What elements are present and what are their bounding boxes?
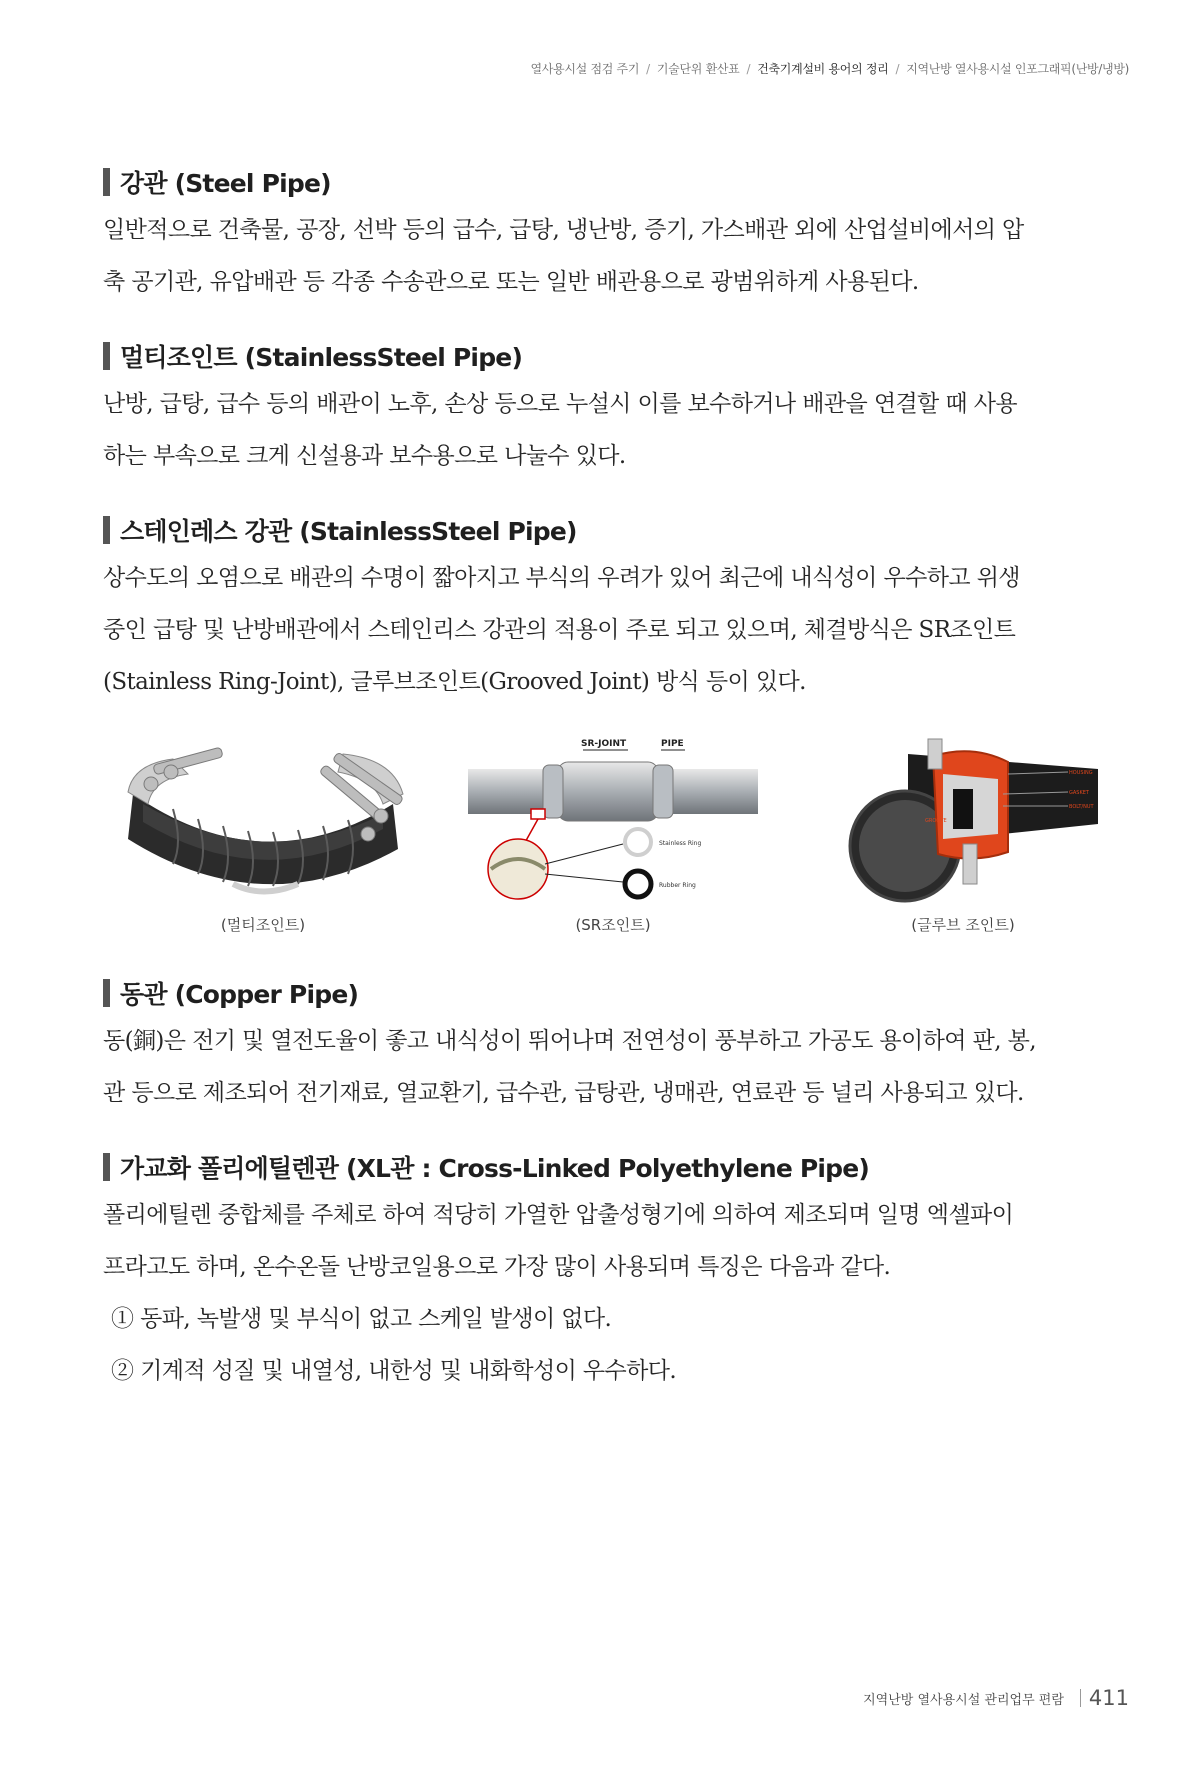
publication-title: 지역난방 열사용시설 관리업무 편람 [863,1692,1064,1708]
figure-groove-joint [803,734,1123,935]
footer-divider [1080,1689,1081,1707]
section-multi-joint [103,334,1138,482]
figure-row [103,734,1123,935]
section-stainless-pipe [103,508,1138,708]
list-item: ① 동파, 녹발생 및 부식이 없고 스케일 발생이 없다. [111,1306,612,1332]
paragraph-line: 관 등으로 제조되어 전기재료, 열교환기, 급수관, 급탕관, 냉매관, 연료관 등 널리 사용되고 있다. [103,1080,1024,1106]
section-heading [103,1145,1138,1189]
groove-joint-image [813,734,1113,904]
paragraph-line: 난방, 급탕, 급수 등의 배관이 노후, 손상 등으로 누설시 이를 보수하거나 배관을 연결할 때 사용 [103,391,1017,417]
breadcrumb-separator: / [746,62,751,76]
breadcrumb [530,60,1129,77]
paragraph-line: 일반적으로 건축물, 공장, 선박 등의 급수, 급탕, 냉난방, 증기, 가스배관 외에 산업설비에서의 압 [103,217,1024,243]
page-number: 411 [1088,1686,1129,1710]
figure-caption: (글루브 조인트) [911,916,1015,934]
heading-bar [103,1153,110,1181]
label-sr-joint: SR-JOINT [581,739,627,749]
section-heading [103,160,1138,204]
page-footer [863,1686,1129,1710]
heading-title: 동관 (Copper Pipe) [120,980,359,1009]
paragraph-line: 하는 부속으로 크게 신설용과 보수용으로 나눌수 있다. [103,443,626,469]
paragraph-line: 상수도의 오염으로 배관의 수명이 짧아지고 부식의 우려가 있어 최근에 내식성이 우수하고 위생 [103,565,1020,591]
breadcrumb-separator: / [895,62,900,76]
paragraph-line: 축 공기관, 유압배관 등 각종 수송관으로 또는 일반 배관용으로 광범위하게 사용된다. [103,269,919,295]
label-rubber-ring: Rubber Ring [659,882,696,889]
section-copper-pipe [103,971,1138,1119]
figure-sr-joint [453,734,773,935]
sr-joint-image [463,734,763,904]
paragraph-line: 프라고도 하며, 온수온돌 난방코일용으로 가장 많이 사용되며 특징은 다음과 같다. [103,1254,891,1280]
paragraph-line: 폴리에틸렌 중합체를 주체로 하여 적당히 가열한 압출성형기에 의하여 제조되며 일명 엑셀파이 [103,1202,1014,1228]
heading-title: 멀티조인트 (StainlessSteel Pipe) [120,343,523,372]
breadcrumb-item[interactable]: 열사용시설 점검 주기 [530,62,640,76]
page-content [103,160,1138,1423]
label-housing: HOUSING [1069,770,1093,776]
figure-caption: (SR조인트) [575,916,651,934]
section-heading [103,971,1138,1015]
heading-bar [103,342,110,370]
section-xl-pipe [103,1145,1138,1397]
breadcrumb-item-current[interactable]: 건축기계설비 용어의 정리 [757,62,889,76]
paragraph-line: 중인 급탕 및 난방배관에서 스테인리스 강관의 적용이 주로 되고 있으며, 체결방식은 SR조인트 [103,617,1016,643]
section-heading [103,508,1138,552]
paragraph-line: 동(銅)은 전기 및 열전도율이 좋고 내식성이 뛰어나며 전연성이 풍부하고 가공도 용이하여 판, 봉, [103,1028,1036,1054]
label-bolt-nut: BOLT/NUT [1069,804,1094,810]
label-groove: GROOVE [925,818,947,824]
heading-title: 강관 (Steel Pipe) [120,169,331,198]
multi-joint-image [113,734,413,904]
label-gasket: GASKET [1069,790,1089,796]
figure-multi-joint [103,734,423,935]
section-steel-pipe [103,160,1138,308]
heading-title: 가교화 폴리에틸렌관 (XL관 : Cross-Linked Polyethylene Pipe) [120,1154,870,1183]
label-pipe: PIPE [661,739,684,749]
heading-bar [103,979,110,1007]
breadcrumb-item[interactable]: 지역난방 열사용시설 인포그래픽(난방/냉방) [906,62,1129,76]
paragraph-line: (Stainless Ring-Joint), 글루브조인트(Grooved Joint) 방식 등이 있다. [103,669,806,695]
section-heading [103,334,1138,378]
figure-caption: (멀티조인트) [220,916,306,934]
breadcrumb-item[interactable]: 기술단위 환산표 [656,62,740,76]
heading-title: 스테인레스 강관 (StainlessSteel Pipe) [120,517,577,546]
list-item: ② 기계적 성질 및 내열성, 내한성 및 내화학성이 우수하다. [111,1358,677,1384]
label-stainless-ring: Stainless Ring [659,840,702,847]
heading-bar [103,516,110,544]
breadcrumb-separator: / [646,62,650,76]
heading-bar [103,168,110,196]
